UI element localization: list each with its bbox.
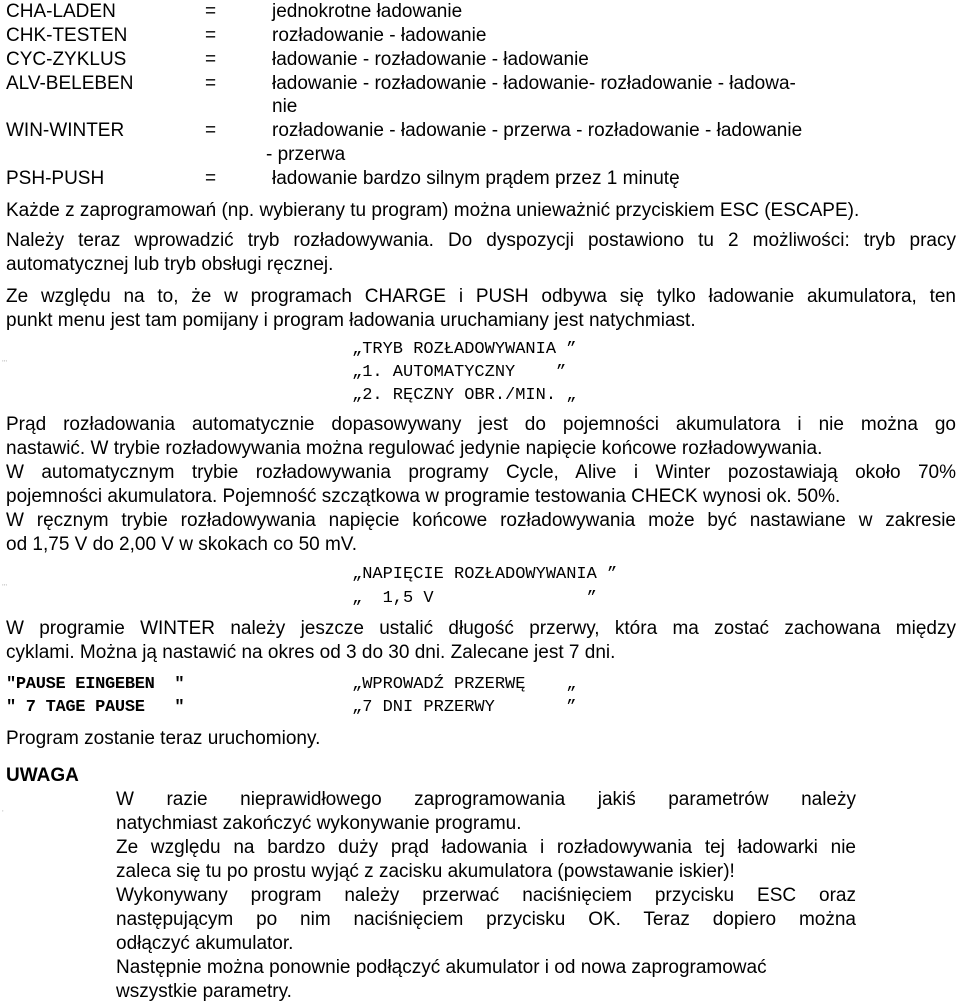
warning-line: Ze względu na bardzo duży prąd ładowania i rozładowywania tej ładowarki nie (116, 837, 856, 858)
program-description-continued: - przerwa (266, 144, 346, 165)
warning-line: odłączyć akumulator. (116, 933, 294, 954)
warning-line: Następnie można ponownie podłączyć akumulator i od nowa zaprogramować (116, 957, 767, 978)
display-line-german: " 7 TAGE PAUSE " (6, 698, 185, 717)
warning-title: UWAGA (6, 765, 79, 786)
program-code: WIN-WINTER (6, 120, 125, 141)
warning-line: zaleca się tu po prostu wyjąć z zacisku akumulatora (powstawanie iskier)! (116, 861, 735, 882)
equals-sign: = (205, 120, 217, 141)
display-line: „TRYB ROZŁADOWYWANIA ” (352, 340, 577, 359)
charge-paragraph-line: punkt menu jest tam pomijany i program ładowania uruchamiany jest natychmiast. (6, 310, 696, 331)
display-line-german: "PAUSE EINGEBEN " (6, 675, 185, 694)
equals-sign: = (205, 25, 217, 46)
mode-paragraph-line: Należy teraz wprowadzić tryb rozładowywania. Do dyspozycji postawiono tu 2 możliwości: tryb pracy (6, 230, 956, 251)
current-paragraph-line: W automatycznym trybie rozładowywania programy Cycle, Alive i Winter pozostawiają około 70% (6, 462, 956, 483)
current-paragraph-line: pojemności akumulatora. Pojemność szczątkowa w programie testowania CHECK wynosi ok. 50%. (6, 486, 841, 507)
scan-artifact: , (2, 807, 4, 813)
program-description: ładowanie - rozładowanie - ładowanie (272, 49, 589, 70)
program-description: rozładowanie - ładowanie (272, 25, 487, 46)
current-paragraph-line: Prąd rozładowania automatycznie dopasowywany jest do pojemności akumulatora i nie można go (6, 414, 956, 435)
program-description: rozładowanie - ładowanie - przerwa - rozładowanie - ładowanie (272, 120, 803, 141)
display-line: „2. RĘCZNY OBR./MIN. „ (352, 386, 577, 405)
program-code: CYC-ZYKLUS (6, 49, 127, 70)
program-code: PSH-PUSH (6, 168, 105, 189)
mode-paragraph-line: automatycznej lub tryb obsługi ręcznej. (6, 254, 334, 275)
scan-artifact: ,,, (2, 581, 8, 587)
scan-artifact: ,,, (2, 357, 8, 363)
program-description: ładowanie bardzo silnym prądem przez 1 minutę (272, 168, 680, 189)
warning-line: W razie nieprawidłowego zaprogramowania jakiś parametrów należy (116, 789, 856, 810)
equals-sign: = (205, 73, 217, 94)
current-paragraph-line: od 1,75 V do 2,00 V w skokach co 50 mV. (6, 534, 358, 555)
program-code: ALV-BELEBEN (6, 73, 134, 94)
program-code: CHK-TESTEN (6, 25, 128, 46)
current-paragraph-line: nastawić. W trybie rozładowywania można regulować jedynie napięcie końcowe rozładowywania. (6, 438, 823, 459)
display-line: „7 DNI PRZERWY ” (352, 698, 577, 717)
warning-line: wszystkie parametry. (116, 981, 292, 1002)
program-description-continued: nie (272, 96, 298, 117)
warning-line: Wykonywany program należy przerwać naciśnięciem przycisku ESC oraz (116, 885, 856, 906)
winter-paragraph-line: cyklami. Można ją nastawić na okres od 3 do 30 dni. Zalecane jest 7 dni. (6, 642, 616, 663)
cancel-paragraph: Każde z zaprogramowań (np. wybierany tu program) można unieważnić przyciskiem ESC (ESCAPE). (6, 200, 860, 221)
warning-line: następującym po nim naciśnięciem przycisku OK. Teraz dopiero można (116, 909, 856, 930)
equals-sign: = (205, 168, 217, 189)
display-line: „WPROWADŹ PRZERWĘ „ (352, 675, 577, 694)
program-description: jednokrotne ładowanie (272, 1, 463, 22)
program-description: ładowanie - rozładowanie - ładowanie- rozładowanie - ładowa- (272, 73, 796, 94)
equals-sign: = (205, 49, 217, 70)
winter-paragraph-line: W programie WINTER należy jeszcze ustalić długość przerwy, która ma zostać zachowana między (6, 618, 956, 639)
display-line: „1. AUTOMATYCZNY ” (352, 363, 567, 382)
equals-sign: = (205, 1, 217, 22)
charge-paragraph-line: Ze względu na to, że w programach CHARGE i PUSH odbywa się tylko ładowanie akumulatora, ten (6, 286, 956, 307)
program-code: CHA-LADEN (6, 1, 116, 22)
start-paragraph: Program zostanie teraz uruchomiony. (6, 728, 321, 749)
display-line: „NAPIĘCIE ROZŁADOWYWANIA ” (352, 565, 618, 584)
current-paragraph-line: W ręcznym trybie rozładowywania napięcie końcowe rozładowywania może być nastawiane w zakresie (6, 510, 956, 531)
warning-line: natychmiast zakończyć wykonywanie programu. (116, 813, 522, 834)
display-line: „ 1,5 V ” (352, 589, 597, 608)
